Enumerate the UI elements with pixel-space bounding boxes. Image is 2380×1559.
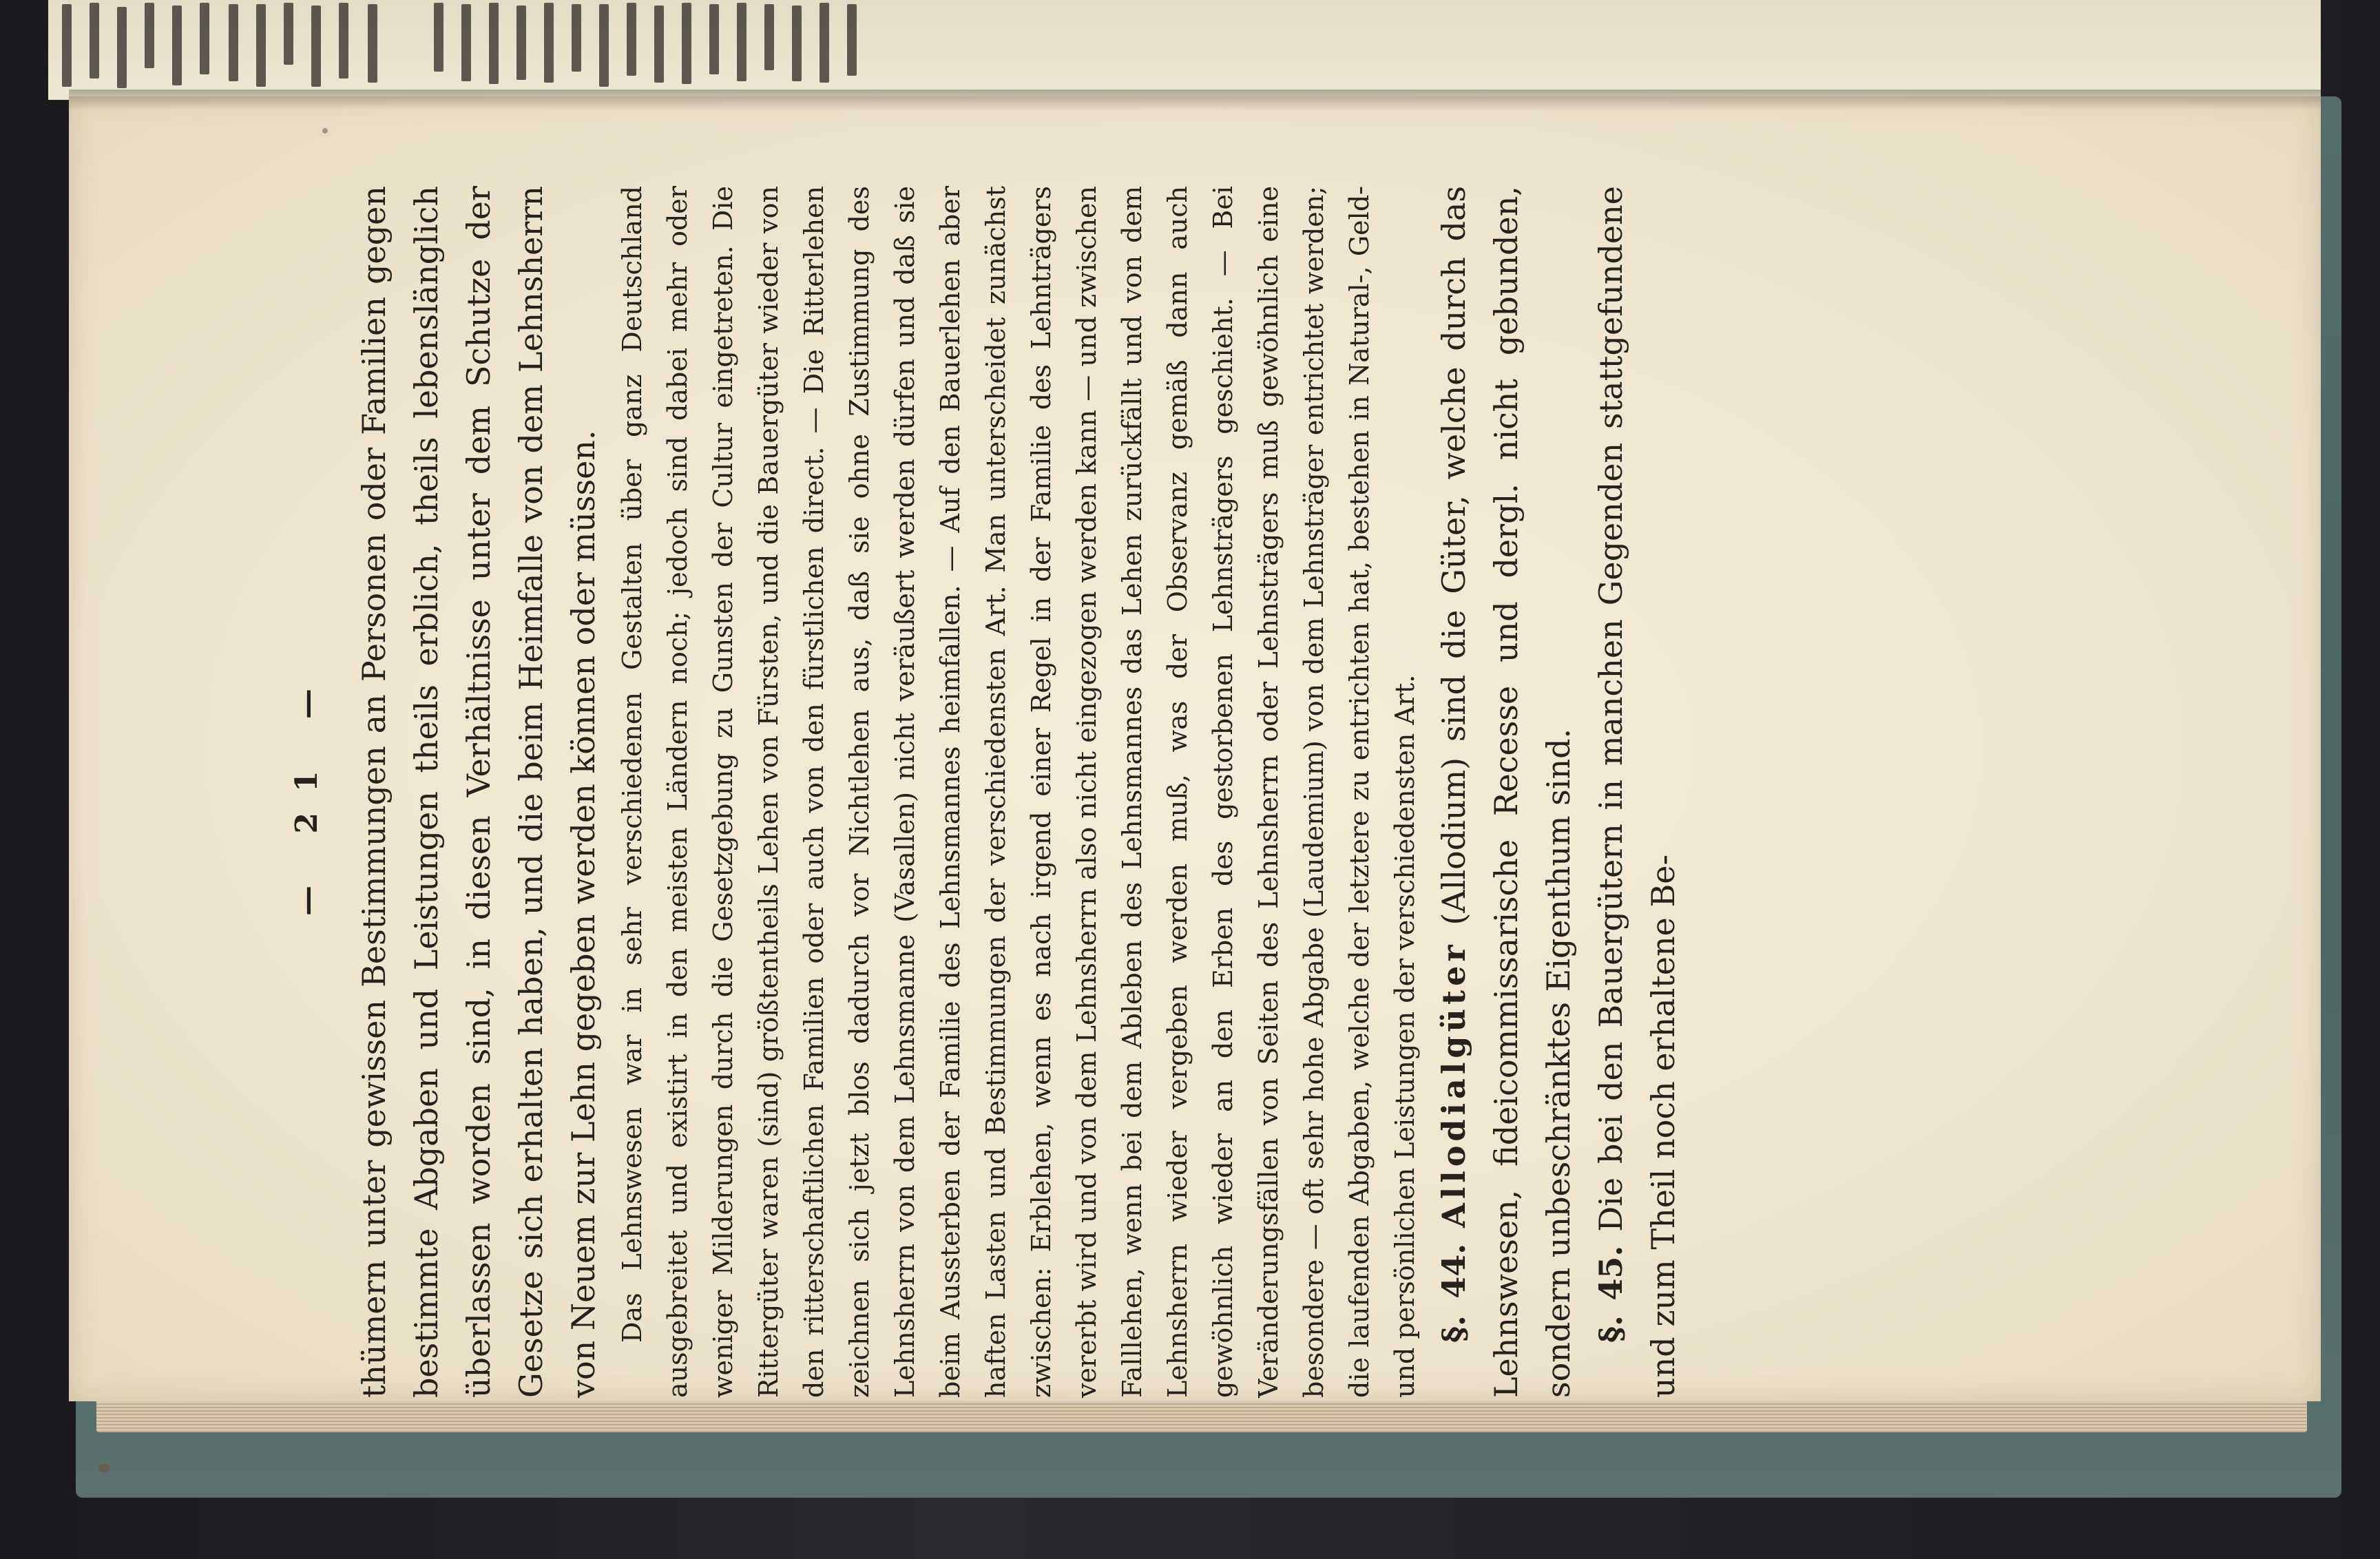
foxing-spot [98, 1464, 110, 1472]
section-keyword: Allodialgüter [1435, 941, 1472, 1228]
paragraph-lehen-definition-end: thümern unter gewissen Bestimmungen an Personen oder Familien gegen bestimmte Abgaben und Leistungen theils erblich, theils lebenslänglich überlassen worden sind, in diesen Verhältnisse unter dem Schutze der Gesetze sich erhalten haben, und die beim Heimfalle von dem Lehnsherrn von Neuem zur Lehn gegeben werden können oder müssen. [355, 186, 602, 1398]
section-text: (Allodium) sind die Güter, welche durch das Lehnswesen, fideicommissarische Recesse und dergl. nicht gebunden, sondern unbeschränktes Eigenthum sind. [1435, 185, 1577, 1398]
previous-page-strip [48, 0, 2321, 100]
gutter-shadow [69, 90, 2321, 110]
section-text: Die bei den Bauergütern in manchen Gegenden stattgefundene und zum Theil noch erhaltene Be- [1592, 186, 1682, 1398]
paragraph-section-45 [1585, 186, 1689, 1398]
previous-page-text-fragments [48, 0, 1012, 100]
paragraph-lehnswesen: Das Lehnswesen war in sehr verschiedenen Gestalten über ganz Deutschland ausgebreitet und existirt in den meisten Ländern noch; jedoch sind dabei mehr oder weniger Milderungen durch die Gesetzgebung zu Gunsten der Cultur eingetreten. Die Rittergüter waren (sind) größtentheils Lehen von Fürsten, und die Bauergüter wieder von den ritterschaftlichen Familien oder auch von den fürstlichen direct. — Die Ritterlehen zeichnen sich jetzt blos dadurch vor Nichtlehen aus, daß sie ohne Zustimmung des Lehnsherrn von dem Lehnsmanne (Vasallen) nicht veräußert werden dürfen und daß sie beim Aussterben der Familie des Lehnsmannes heimfallen. — Auf den Bauerlehen aber haften Lasten und Bestimmungen der verschiedensten Art. Man unterscheidet zunächst zwischen: Erblehen, wenn es nach irgend einer Regel in der Familie des Lehnträgers vererbt wird und von dem Lehnsherrn also nicht eingezogen werden kann — und zwischen Falllehen, wenn bei dem Ableben des Lehnsmannes das Lehen zurückfällt und von dem Lehnsherrn wieder vergeben werden muß, was der Observanz gemäß dann auch gewöhnlich wieder an den Erben des gestorbenen Lehnsträgers geschieht. — Bei Veränderungsfällen von Seiten des Lehnsherrn oder Lehnsträgers muß gewöhnlich eine besondere — oft sehr hohe Abgabe (Laudemium) von dem Lehnsträger entrichtet werden; die laufenden Abgaben, welche der letztere zu entrichten hat, bestehen in Natural-, Geld- und persönlichen Leistungen der verschiedensten Art. [617, 186, 1420, 1398]
paragraph-section-44 [1428, 186, 1585, 1398]
page-text-block [289, 186, 1997, 1398]
foxing-spot [322, 128, 328, 134]
page-number: — 21 — [289, 668, 324, 916]
section-number: §. 45. [1592, 1245, 1629, 1343]
section-number: §. 44. [1435, 1243, 1472, 1343]
